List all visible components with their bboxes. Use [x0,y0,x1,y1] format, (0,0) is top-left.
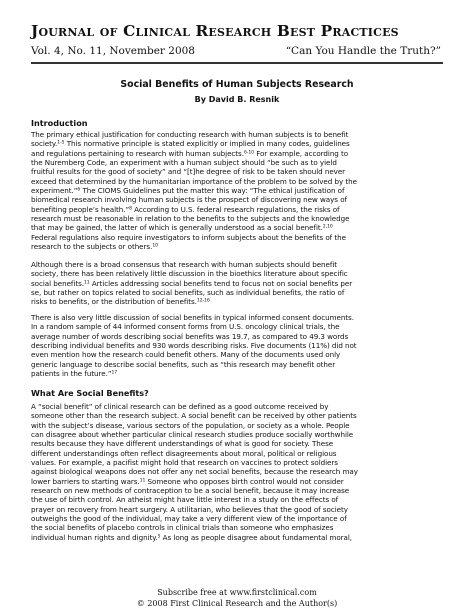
text-line: patients in the future.”$^{17}$ [31,369,118,379]
social-benefits-paragraph-1 [31,402,451,542]
text-line: the social benefits of placebo controls in clinical trials than someone who emphasizes [31,523,334,533]
journal-title: Journal of Clinical Research Best Practices [31,22,399,40]
text-line: benefiting people’s health.”$^8$ According to U.S. federal research regulations, the risks of [31,204,340,214]
citation: 8 [129,206,132,212]
text-line: social benefits.$^{11}$ Articles addressing social benefits tend to focus not on social benefits per [31,278,353,288]
citation: 11 [83,280,90,286]
citation: 2,10 [322,224,333,230]
text-line: The primary ethical justification for conducting research with human subjects is to benefit [31,130,349,139]
text-line: values. For example, a pacifist might hold that research on vaccines to protect soldiers [31,458,338,468]
text-line: Federal regulations also require investigators to inform subjects about the benefits of the [31,232,346,242]
social-benefits-heading: What Are Social Benefits? [31,388,149,398]
text-line: different understandings often reflect disagreements about moral, political or religious [31,448,337,458]
copyright-line: © 2008 First Clinical Research and the Author(s) [136,598,338,608]
text-line: research on new methods of contraception to be a social benefit, because it may increase [31,486,350,496]
citation: 6 [77,187,81,193]
text-line: prayer on recovery from heart surgery. A utilitarian, who believes that the good of society [31,504,348,514]
text-line: risks to benefits, or the distribution of benefits.$^{12-16}$ [31,297,210,307]
article-byline: By David B. Resnik [194,95,280,104]
text-line: biomedical research involving human subjects is the prospect of discovering new ways of [31,195,347,205]
text-line: even mention how the research could benefit others. Many of the documents used only [31,350,341,360]
text-line: outweighs the good of the individual, may take a very different view of the importance of [31,514,347,524]
text-line: can disagree about whether particular clinical research studies produce socially worthwhile [31,430,354,440]
citation: 11 [139,478,146,484]
text-line: There is also very little discussion of social benefits in typical informed consent documents. [31,313,354,322]
text-line: and regulations pertaining to research with human subjects.$^{6-10}$ For example, according to [31,148,349,158]
text-line: In a random sample of 44 informed consent forms from U.S. oncology clinical trials, the [31,322,340,332]
header-rule [31,62,443,64]
text-line: individual human rights and dignity.$^5$ As long as people disagree about fundamental moral, [31,532,353,542]
text-line: experiment.”$^6$ The CIOMS Guidelines put the matter this way: “The ethical justification of [31,186,345,196]
text-line: that may be gained, the latter of which is generally understood as a social benefit.$^{2,10}$ [31,223,333,233]
text-line: lower barriers to starting wars.$^{11}$ Someone who opposes birth control would not consider [31,476,344,486]
journal-tagline: “Can You Handle the Truth?” [285,45,441,57]
issue-info: Vol. 4, No. 11, November 2008 [31,45,195,57]
text-line: results because they have different understandings of what is good for society. These [31,439,334,449]
text-line: research must be reasonable in relation to the benefits to the subjects and the knowledge [31,214,350,224]
issue-line [31,45,451,59]
text-line: generic language to describe social benefits, such as “this research may benefit other [31,359,336,369]
text-line: the Nuremberg Code, an experiment with a human subject should “be such as to yield [31,158,337,168]
text-line: research to the subjects or others.$^{10}$ [31,242,158,252]
text-line: A “social benefit” of clinical research can be defined as a good outcome received by [31,402,329,411]
intro-paragraph-3 [31,313,451,378]
text-line: Although there is a broad consensus that research with human subjects should benefit [31,260,338,269]
introduction-heading: Introduction [31,118,88,128]
text-line: exceed that determined by the humanitarian importance of the problem to be solved by the [31,176,357,186]
text-line: fruitful results for the good of society” and “[t]he degree of risk to be taken should never [31,167,346,177]
citation: 5 [157,534,161,540]
citation: 6-10 [243,150,254,156]
text-line: society, there has been relatively little discussion in the bioethics literature about specific [31,269,348,279]
text-line: se, but rather on topics related to social benefits, such as individual benefits, the ratio of [31,288,345,298]
text-line: against biological weapons does not offer any net social benefits, because the research may [31,467,358,477]
article-title: Social Benefits of Human Subjects Research [120,79,354,90]
page-footer [31,588,443,609]
text-line: someone other than the research subject. A social benefit can be received by other patients [31,411,357,421]
citation: 12-16 [196,298,210,304]
text-line: with the subject’s disease, various sectors of the population, or society as a whole. People [31,420,350,430]
citation: 10 [152,243,158,249]
subscribe-line: Subscribe free at www.firstclinical.com [157,588,317,597]
citation: 17 [111,370,118,376]
intro-paragraph-2 [31,260,451,307]
citation: 1-5 [57,140,65,146]
intro-paragraph-1 [31,130,451,251]
text-line: the use of birth control. An atheist might have little interest in a study on the effects of [31,495,339,505]
text-line: society.$^{1-5}$ This normative principle is stated explicitly or implied in many codes, guidelines [31,139,350,149]
text-line: describing individual benefits and 930 words describing risks. Five documents (11%) did not [31,341,357,351]
text-line: average number of words describing social benefits was 19.7, as compared to 49.3 words [31,331,349,341]
